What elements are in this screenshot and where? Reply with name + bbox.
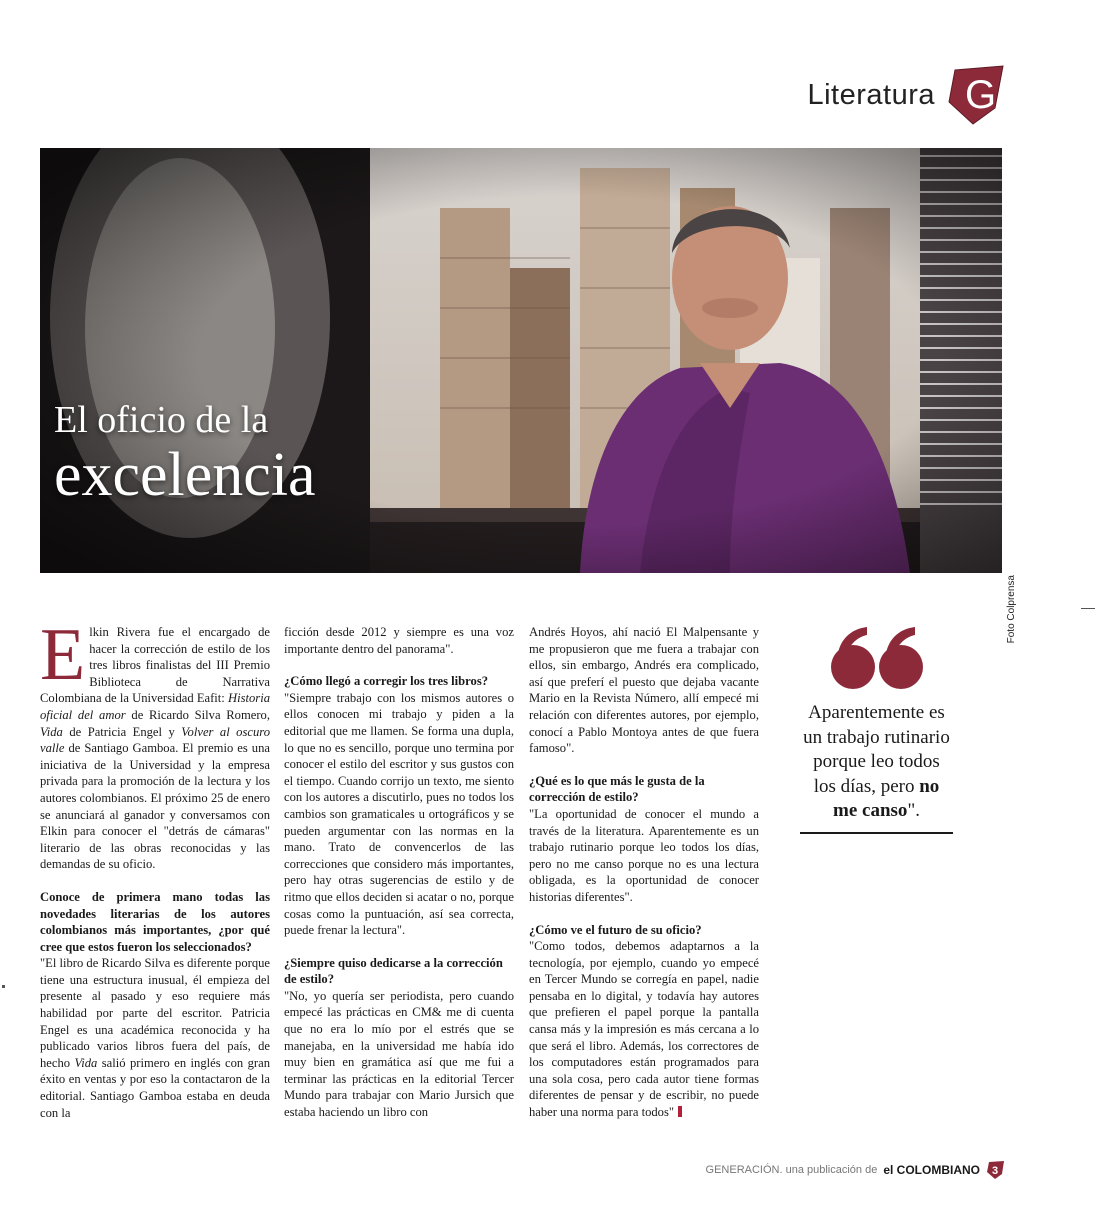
edge-mark-right — [1081, 608, 1095, 609]
pull-quote-bold: no me canso — [833, 775, 940, 821]
pull-quote-end: ". — [907, 800, 920, 821]
quote-marks-icon — [827, 625, 927, 691]
answer-1 — [40, 955, 270, 1121]
answer-3: "No, yo quería ser periodista, pero cuando empecé las prácticas en CM& me di cuenta que no era lo mío por el estrés que se manejaba, en la universidad me había ido muy bien en gramática así que me fui a terminar las prácticas en la editorial Tercer Mundo para trabajar con Mario Jursich que estaba haciendo un libro con — [284, 988, 514, 1120]
answer-1-book: Vida — [74, 1055, 98, 1070]
edge-mark-left — [2, 985, 5, 988]
answer-5 — [529, 938, 759, 1121]
pull-quote — [800, 625, 953, 834]
title-line-2: excelencia — [54, 441, 316, 509]
section-header — [807, 70, 1009, 120]
answer-5-text: "Como todos, debemos adaptarnos a la tecnología, por ejemplo, cuando yo empecé en Tercer Mundo se corregía en papel, nadie pensaba en lo digital, y todavía hay autores que prefieren el papel porque la pantalla cansa más y la impresión es más cercana a lo que será el libro. Además, los correctores de los computadores están programados para una sola cosa, pero cada autor tiene formas diferentes de pensar y de escribir, no puede haber una norma para todos" — [529, 939, 759, 1120]
question-3: ¿Siempre quiso dedicarse a la corrección de estilo? — [284, 955, 503, 987]
page-number-badge — [986, 1160, 1006, 1180]
book-title-2: Vida — [40, 724, 63, 739]
answer-3-continued: Andrés Hoyos, ahí nació El Malpensante y me propusieron que me fuera a trabajar con ellos, sin embargo, Andrés era complicado, así que preferí el puesto que dejaba vacante Mario en la Revista Número, allí empecé mi relación con diferentes autores, por ejemplo, conocí a Pablo Montoya antes de que fuera famoso". — [529, 625, 759, 756]
intro-text-2: de Ricardo Silva Romero, — [125, 707, 270, 722]
answer-2: "Siempre trabajo con los mismos autores o ellos conocen mi trabajo y piden a la editorial que me llamen. Se forma una dupla, lo que no es sencillo, porque uno termina por conocer el estilo del escritor y sus gustos con el tiempo. Cuando corrijo un texto, me siento con los autores a discutirlo, pues no todos los cambios son gramaticales u ortográficos y se pueden argumentar con las normas en la mano. Trato de convencerlos de las correcciones que considero más importantes, pero hay otras sugerencias de estilo y de ritmo que ellos deciden si acatar o no, porque cosas como la puntuación, así sea correcta, puede frenar la lectura". — [284, 690, 514, 938]
drop-cap: E — [40, 614, 86, 696]
intro-text: lkin Rivera fue el encargado de hacer la corrección de estilo de los tres libros finalistas del III Premio Biblioteca de Narrativa Colombiana de la Universidad Eafit: — [40, 625, 270, 706]
article-column-3 — [529, 624, 759, 1137]
photo-illustration — [40, 148, 1002, 573]
article-title — [54, 398, 316, 508]
answer-4: "La oportunidad de conocer el mundo a través de la literatura. Aparentemente es un trabajo rutinario porque leo todos los días, pero no me canso porque no es una lectura obligada, es la oportunidad de conocer historias diferentes". — [529, 806, 759, 904]
question-2: ¿Cómo llegó a corregir los tres libros? — [284, 674, 489, 689]
pull-quote-rule — [800, 832, 953, 834]
question-4: ¿Qué es lo que más le gusta de la corrección de estilo? — [529, 773, 705, 805]
book-title-1: Historia oficial del amor — [40, 691, 270, 722]
logo-letter: G — [965, 73, 997, 117]
title-line-1: El oficio de la — [54, 399, 269, 441]
book-title-3: Volver al oscuro valle — [40, 724, 270, 756]
answer-1-text: "El libro de Ricardo Silva es diferente porque tiene una estructura inusual, él empieza del presente al pasado y eso requiere más habilidad por parte del escritor. Patricia Engel es una académica reconocida y ha publicado varios libros fuera del país, de hecho — [40, 956, 271, 1070]
question-1: Conoce de primera mano todas las novedades literarias de los autores colombianos más importantes, ¿por qué cree que estos fueron los seleccionados? — [40, 889, 270, 954]
answer-1-text-2: salió primero en inglés con gran éxito en ventas y por eso la contactaron de la editorial. Santiago Gamboa estaba en deuda con la — [40, 1055, 270, 1120]
hero-photo — [40, 148, 1002, 573]
brand-name: el COLOMBIANO — [883, 1163, 980, 1177]
pull-quote-regular: Aparentemente es un trabajo rutinario porque leo todos los días, pero — [803, 702, 950, 797]
photo-credit-text: Foto Colprensa — [1006, 575, 1017, 644]
article-column-1 — [40, 614, 271, 1137]
intro-paragraph — [40, 614, 270, 873]
publication-name: GENERACIÓN. una publicación de — [705, 1164, 878, 1176]
section-label: Literatura — [807, 78, 935, 111]
page-number: 3 — [992, 1165, 999, 1177]
generacion-logo-icon — [943, 62, 1009, 128]
article-column-2 — [284, 624, 514, 1137]
end-of-article-mark — [678, 1106, 682, 1117]
page-footer — [706, 1160, 1006, 1180]
pull-quote-text — [800, 701, 953, 824]
question-5: ¿Cómo ve el futuro de su oficio? — [529, 922, 702, 937]
intro-text-4: de Santiago Gamboa. El premio es una iniciativa de la Universidad y la empresa privada para la promoción de la lectura y los autores colombianos. El próximo 25 de enero se anunciará al ganador y conversamos con Elkin para conocer el "detrás de cámaras" literario de las obras reconocidas y las demandas de su oficio. — [40, 741, 270, 872]
answer-1-continued: ficción desde 2012 y siempre es una voz importante dentro del panorama". — [284, 625, 514, 656]
intro-text-3: de Patricia Engel y — [62, 724, 182, 739]
